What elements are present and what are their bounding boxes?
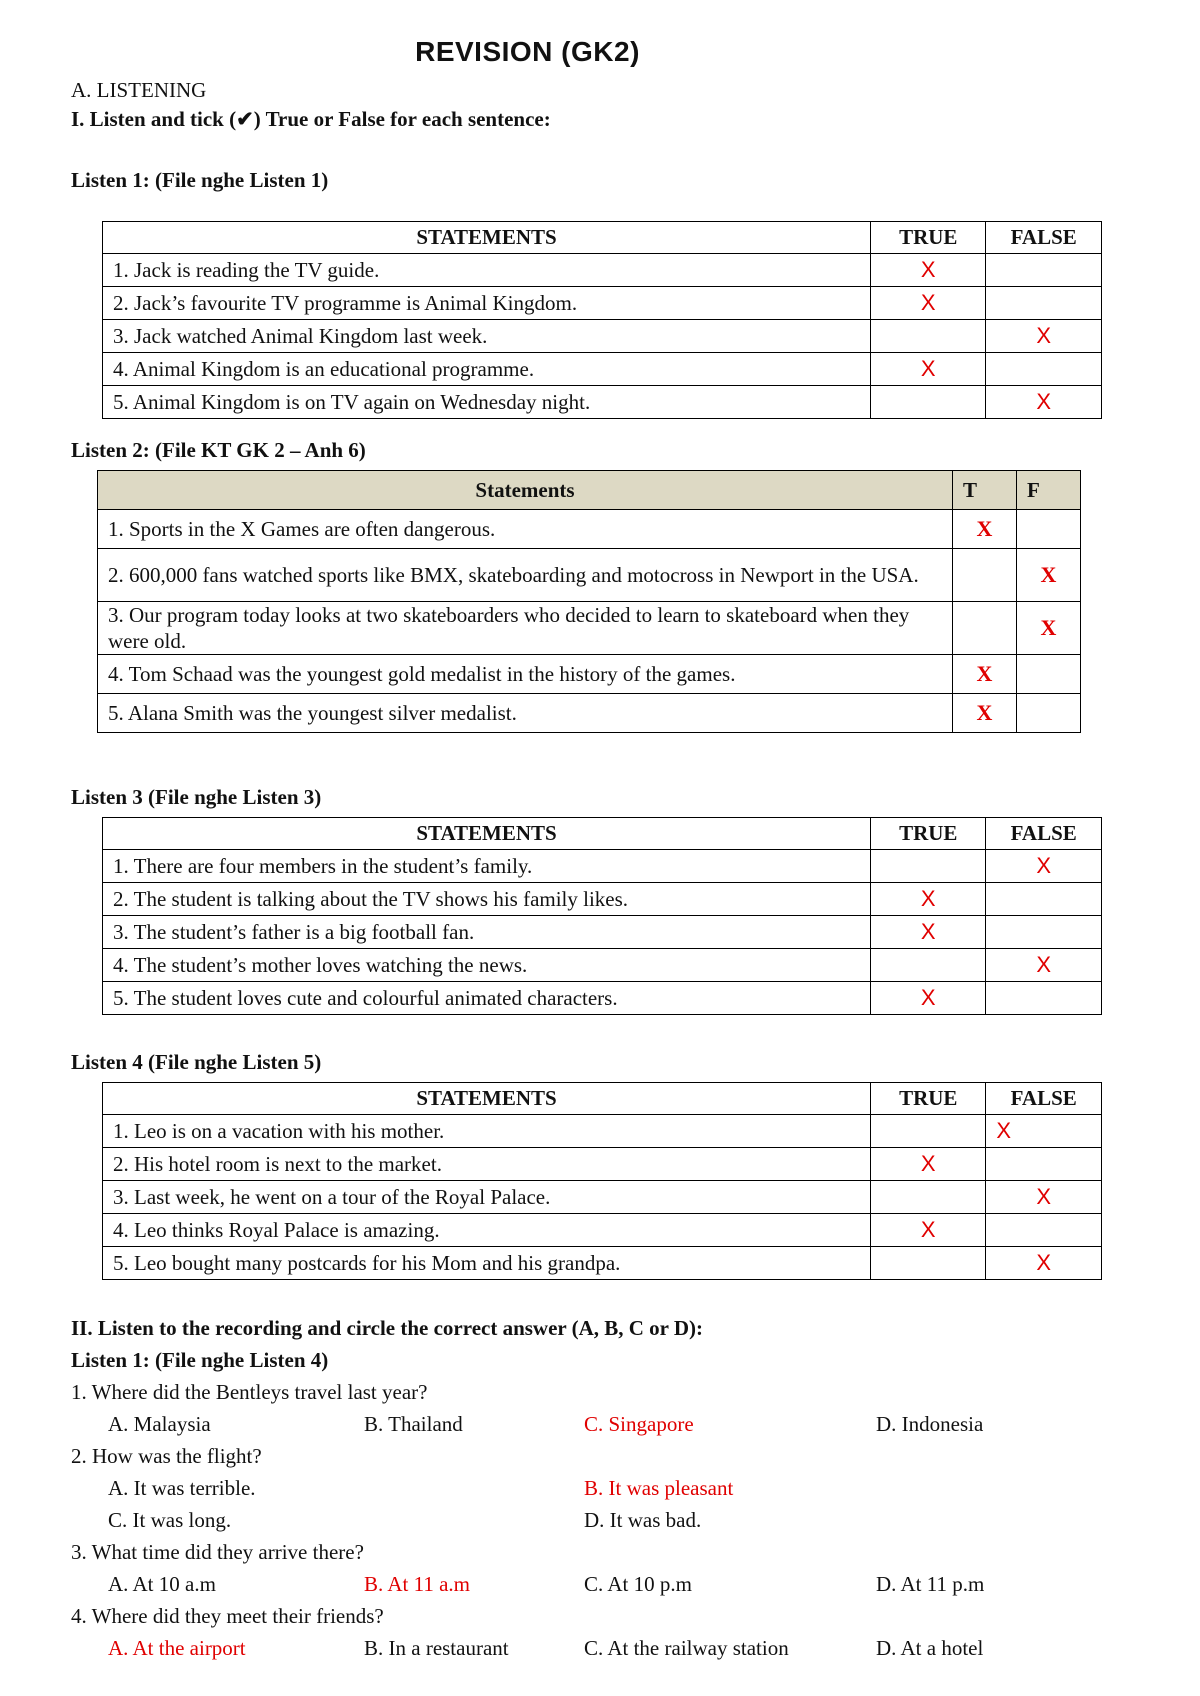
statement-cell: 5. Alana Smith was the youngest silver medalist. bbox=[98, 694, 953, 733]
statement-cell: 5. Leo bought many postcards for his Mom and his grandpa. bbox=[103, 1247, 871, 1280]
true-mark[interactable] bbox=[952, 602, 1016, 655]
q3-option-d[interactable]: D. At 11 p.m bbox=[876, 1572, 985, 1596]
q2-option-d[interactable]: D. It was bad. bbox=[584, 1508, 702, 1532]
table-row bbox=[103, 320, 1102, 353]
listen4-heading: Listen 4 (File nghe Listen 5) bbox=[71, 1050, 322, 1074]
table-row bbox=[103, 1115, 1102, 1148]
true-mark[interactable]: X bbox=[871, 353, 986, 386]
header-statements: STATEMENTS bbox=[103, 222, 871, 254]
table-row bbox=[98, 694, 1081, 733]
question-2: 2. How was the flight? bbox=[71, 1444, 262, 1468]
false-mark[interactable] bbox=[986, 883, 1102, 916]
statement-cell: 2. The student is talking about the TV shows his family likes. bbox=[103, 883, 871, 916]
true-mark[interactable]: X bbox=[871, 287, 986, 320]
q2-option-c[interactable]: C. It was long. bbox=[108, 1508, 232, 1532]
q1-option-c[interactable]: C. Singapore bbox=[584, 1412, 694, 1436]
question-3: 3. What time did they arrive there? bbox=[71, 1540, 364, 1564]
header-false: F bbox=[1016, 471, 1080, 510]
table-row bbox=[103, 353, 1102, 386]
statement-cell: 4. Leo thinks Royal Palace is amazing. bbox=[103, 1214, 871, 1247]
statement-cell: 2. His hotel room is next to the market. bbox=[103, 1148, 871, 1181]
header-true: TRUE bbox=[871, 1083, 986, 1115]
false-mark[interactable]: X bbox=[986, 949, 1102, 982]
table-row bbox=[103, 254, 1102, 287]
header-statements: STATEMENTS bbox=[103, 1083, 871, 1115]
statement-cell: 2. Jack’s favourite TV programme is Animal Kingdom. bbox=[103, 287, 871, 320]
listen2-table bbox=[97, 470, 1081, 733]
true-mark[interactable]: X bbox=[952, 655, 1016, 694]
false-mark[interactable]: X bbox=[986, 850, 1102, 883]
q3-option-b[interactable]: B. At 11 a.m bbox=[364, 1572, 470, 1596]
q2-option-b[interactable]: B. It was pleasant bbox=[584, 1476, 734, 1500]
table-row bbox=[103, 850, 1102, 883]
part1-instruction: I. Listen and tick (✔) True or False for each sentence: bbox=[71, 107, 551, 131]
false-mark[interactable]: X bbox=[986, 1181, 1102, 1214]
false-mark[interactable]: X bbox=[1016, 602, 1080, 655]
statement-cell: 5. The student loves cute and colourful animated characters. bbox=[103, 982, 871, 1015]
header-true: T bbox=[952, 471, 1016, 510]
false-mark[interactable] bbox=[1016, 655, 1080, 694]
statement-cell: 3. Our program today looks at two skateboarders who decided to learn to skateboard when they were old. bbox=[98, 602, 953, 655]
true-mark[interactable] bbox=[871, 320, 986, 353]
q3-option-c[interactable]: C. At 10 p.m bbox=[584, 1572, 692, 1596]
section-heading-listening: A. LISTENING bbox=[71, 78, 207, 102]
false-mark[interactable] bbox=[986, 1214, 1102, 1247]
q1-option-d[interactable]: D. Indonesia bbox=[876, 1412, 984, 1436]
true-mark[interactable]: X bbox=[871, 1148, 986, 1181]
table-row bbox=[98, 655, 1081, 694]
false-mark[interactable] bbox=[986, 353, 1102, 386]
part2-listen1-heading: Listen 1: (File nghe Listen 4) bbox=[71, 1348, 329, 1372]
q4-option-b[interactable]: B. In a restaurant bbox=[364, 1636, 509, 1660]
part2-instruction: II. Listen to the recording and circle the correct answer (A, B, C or D): bbox=[71, 1316, 704, 1340]
question-4: 4. Where did they meet their friends? bbox=[71, 1604, 384, 1628]
statement-cell: 5. Animal Kingdom is on TV again on Wednesday night. bbox=[103, 386, 871, 419]
true-mark[interactable]: X bbox=[871, 916, 986, 949]
true-mark[interactable] bbox=[871, 1115, 986, 1148]
q4-option-d[interactable]: D. At a hotel bbox=[876, 1636, 984, 1660]
header-false: FALSE bbox=[986, 818, 1102, 850]
header-false: FALSE bbox=[986, 222, 1102, 254]
listen1-table bbox=[102, 221, 1102, 419]
true-mark[interactable] bbox=[871, 386, 986, 419]
true-mark[interactable] bbox=[871, 850, 986, 883]
statement-cell: 3. Jack watched Animal Kingdom last week. bbox=[103, 320, 871, 353]
true-mark[interactable] bbox=[871, 1247, 986, 1280]
listen1-heading: Listen 1: (File nghe Listen 1) bbox=[71, 168, 329, 192]
table-row bbox=[103, 1214, 1102, 1247]
page-title: REVISION (GK2) bbox=[415, 36, 640, 67]
false-mark[interactable] bbox=[986, 287, 1102, 320]
header-false: FALSE bbox=[986, 1083, 1102, 1115]
table-row bbox=[103, 916, 1102, 949]
q2-option-a[interactable]: A. It was terrible. bbox=[108, 1476, 256, 1500]
true-mark[interactable]: X bbox=[871, 982, 986, 1015]
statement-cell: 1. Leo is on a vacation with his mother. bbox=[103, 1115, 871, 1148]
table-row bbox=[103, 883, 1102, 916]
listen4-table bbox=[102, 1082, 1102, 1280]
q4-option-c[interactable]: C. At the railway station bbox=[584, 1636, 789, 1660]
q1-option-a[interactable]: A. Malaysia bbox=[108, 1412, 211, 1436]
statement-cell: 1. Sports in the X Games are often dangerous. bbox=[98, 510, 953, 549]
table-row bbox=[98, 549, 1081, 602]
q3-option-a[interactable]: A. At 10 a.m bbox=[108, 1572, 216, 1596]
true-mark[interactable] bbox=[871, 1181, 986, 1214]
false-mark[interactable] bbox=[1016, 694, 1080, 733]
question-1: 1. Where did the Bentleys travel last year? bbox=[71, 1380, 428, 1404]
false-mark[interactable] bbox=[986, 916, 1102, 949]
listen3-heading: Listen 3 (File nghe Listen 3) bbox=[71, 785, 322, 809]
header-true: TRUE bbox=[871, 818, 986, 850]
false-mark[interactable] bbox=[986, 1148, 1102, 1181]
table-row bbox=[103, 386, 1102, 419]
false-mark[interactable] bbox=[986, 982, 1102, 1015]
statement-cell: 3. Last week, he went on a tour of the Royal Palace. bbox=[103, 1181, 871, 1214]
false-mark[interactable]: X bbox=[986, 1247, 1102, 1280]
true-mark[interactable]: X bbox=[871, 1214, 986, 1247]
statement-cell: 4. The student’s mother loves watching the news. bbox=[103, 949, 871, 982]
statement-cell: 4. Tom Schaad was the youngest gold medalist in the history of the games. bbox=[98, 655, 953, 694]
header-statements: Statements bbox=[98, 471, 953, 510]
true-mark[interactable] bbox=[871, 949, 986, 982]
statement-cell: 2. 600,000 fans watched sports like BMX, skateboarding and motocross in Newport in the USA. bbox=[98, 549, 953, 602]
table-row bbox=[98, 602, 1081, 655]
false-mark[interactable]: X bbox=[986, 320, 1102, 353]
true-mark[interactable]: X bbox=[952, 694, 1016, 733]
listen2-heading: Listen 2: (File KT GK 2 – Anh 6) bbox=[71, 438, 366, 462]
true-mark[interactable]: X bbox=[871, 254, 986, 287]
q1-option-b[interactable]: B. Thailand bbox=[364, 1412, 463, 1436]
false-mark[interactable]: X bbox=[1016, 549, 1080, 602]
table-row bbox=[103, 949, 1102, 982]
false-mark[interactable] bbox=[1016, 510, 1080, 549]
listen3-table bbox=[102, 817, 1102, 1015]
false-mark[interactable]: X bbox=[986, 386, 1102, 419]
header-statements: STATEMENTS bbox=[103, 818, 871, 850]
true-mark[interactable]: X bbox=[952, 510, 1016, 549]
false-mark[interactable]: X bbox=[986, 1115, 1102, 1148]
table-row bbox=[98, 510, 1081, 549]
header-true: TRUE bbox=[871, 222, 986, 254]
table-row bbox=[103, 982, 1102, 1015]
false-mark[interactable] bbox=[986, 254, 1102, 287]
q4-option-a[interactable]: A. At the airport bbox=[108, 1636, 246, 1660]
statement-cell: 1. Jack is reading the TV guide. bbox=[103, 254, 871, 287]
table-row bbox=[103, 1181, 1102, 1214]
table-row bbox=[103, 1148, 1102, 1181]
statement-cell: 4. Animal Kingdom is an educational programme. bbox=[103, 353, 871, 386]
table-row bbox=[103, 287, 1102, 320]
statement-cell: 3. The student’s father is a big football fan. bbox=[103, 916, 871, 949]
true-mark[interactable] bbox=[952, 549, 1016, 602]
statement-cell: 1. There are four members in the student’s family. bbox=[103, 850, 871, 883]
table-row bbox=[103, 1247, 1102, 1280]
true-mark[interactable]: X bbox=[871, 883, 986, 916]
